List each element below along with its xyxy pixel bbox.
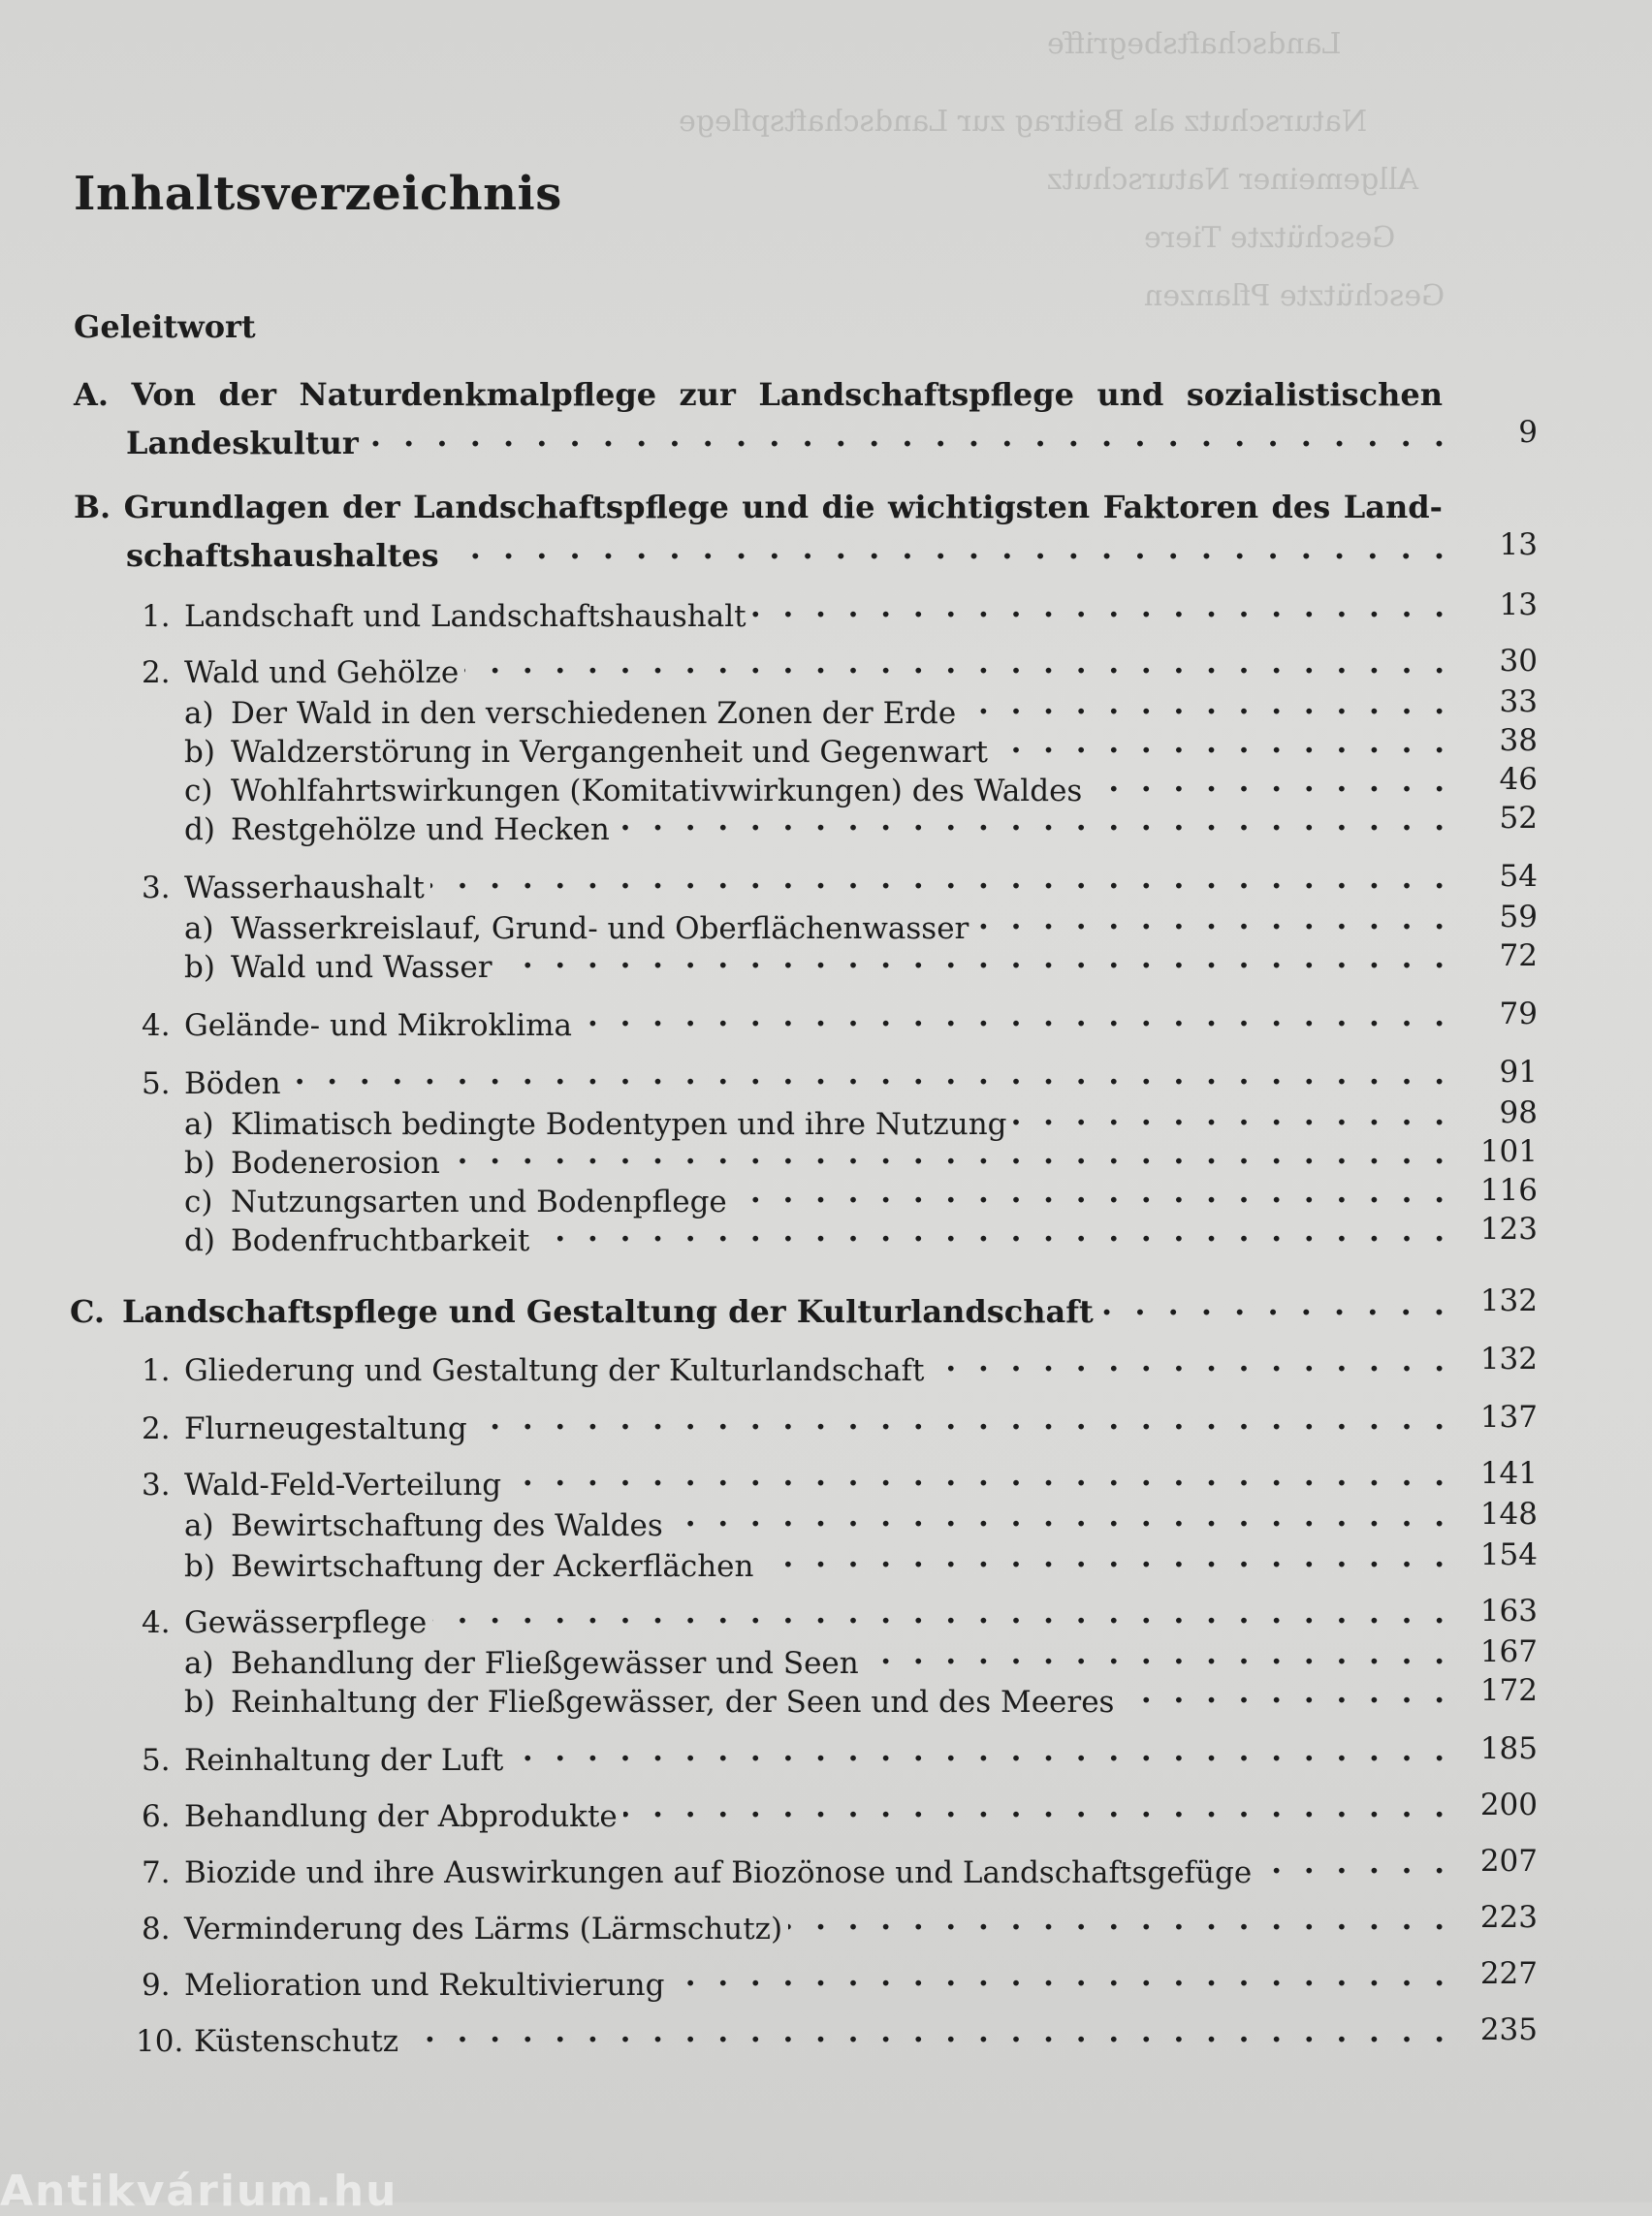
toc-entry xyxy=(142,998,1456,1043)
page-number: 185 xyxy=(1479,1731,1538,1766)
toc-entry xyxy=(142,1846,1456,1890)
page-number: 91 xyxy=(1499,1055,1538,1090)
entry-number: a) xyxy=(184,911,214,946)
entry-title: Wald und Gehölze xyxy=(184,655,460,690)
entry-number: 2. xyxy=(142,1411,171,1446)
dot-leader xyxy=(432,1596,1450,1632)
show-through-text: Naturschutz als Beitrag zur Landschaftspflege xyxy=(679,105,1368,139)
entry-number: 3. xyxy=(142,871,171,905)
page-number: 154 xyxy=(1479,1537,1538,1572)
entry-number: 2. xyxy=(142,655,171,690)
dot-leader xyxy=(1013,1097,1450,1134)
dot-leader xyxy=(1257,1846,1450,1883)
dot-leader xyxy=(473,1402,1450,1439)
dot-leader xyxy=(733,1175,1450,1212)
entry-number: 8. xyxy=(142,1912,171,1947)
entry-number: 5. xyxy=(142,1066,171,1101)
page-number: 72 xyxy=(1499,938,1538,973)
show-through-text: Allgemeiner Naturschutz xyxy=(1047,163,1419,197)
entry-title: Restgehölze und Hecken xyxy=(231,812,610,847)
toc-entry xyxy=(184,940,1456,985)
dot-leader xyxy=(994,725,1450,762)
entry-title: Wohlfahrtswirkungen (Komitativwirkungen) des Waldes xyxy=(231,774,1083,808)
section-a-heading-cont: Landeskultur . . . xyxy=(126,417,1456,461)
page-number: 54 xyxy=(1499,859,1538,894)
page-number: 207 xyxy=(1479,1844,1538,1879)
toc-entry xyxy=(184,1675,1456,1720)
dot-leader xyxy=(507,1458,1450,1495)
entry-number: 7. xyxy=(142,1855,171,1890)
page-number: 46 xyxy=(1499,762,1538,797)
section-c-heading: C. Landschaftspflege und Gestaltung der Kulturlandschaft . . . xyxy=(70,1285,1456,1330)
dot-leader xyxy=(616,803,1450,839)
toc-entry xyxy=(142,861,1456,905)
toc-entry xyxy=(142,1458,1456,1503)
page-number: 167 xyxy=(1479,1634,1538,1669)
toc-entry xyxy=(142,1902,1456,1947)
page-number: 132 xyxy=(1479,1283,1538,1318)
page-number: 13 xyxy=(1499,587,1538,622)
entry-title: Küstenschutz xyxy=(194,2024,399,2059)
entry-number: b) xyxy=(184,1685,215,1720)
page-number: 52 xyxy=(1499,801,1538,836)
geleitwort-heading: Geleitwort xyxy=(74,308,256,345)
entry-title: Bodenfruchtbarkeit xyxy=(231,1223,530,1258)
entry-number: c) xyxy=(184,1185,213,1219)
entry-number: a) xyxy=(184,1107,214,1142)
entry-number: a) xyxy=(184,1508,214,1543)
entry-title: Behandlung der Abprodukte xyxy=(184,1799,618,1834)
entry-title: Nutzungsarten und Bodenpflege xyxy=(231,1185,727,1219)
entry-number: d) xyxy=(184,812,215,847)
page-number: 172 xyxy=(1479,1673,1538,1708)
dot-leader xyxy=(974,902,1450,938)
entry-number: 3. xyxy=(142,1468,171,1503)
entry-number: 4. xyxy=(142,1008,171,1043)
entry-title: Waldzerstörung in Vergangenheit und Gegenwart xyxy=(231,735,988,770)
dot-leader xyxy=(962,686,1450,723)
entry-title: Wasserkreislauf, Grund- und Oberflächenwasser xyxy=(231,911,969,946)
entry-title: Landschaft und Landschaftshaushalt xyxy=(184,599,747,634)
page-number: 223 xyxy=(1479,1900,1538,1935)
show-through-text: Landschaftsbegriffe xyxy=(1047,27,1342,61)
page-number: 235 xyxy=(1479,2012,1538,2047)
page-number: 33 xyxy=(1499,684,1538,719)
entry-title: Flurneugestaltung xyxy=(184,1411,467,1446)
page-number: 123 xyxy=(1479,1212,1538,1247)
dot-leader xyxy=(760,1539,1451,1576)
dot-leader xyxy=(1088,764,1450,801)
page-number: 163 xyxy=(1479,1594,1538,1629)
entry-number: b) xyxy=(184,950,215,985)
entry-title: Böden xyxy=(184,1066,281,1101)
page-number: 98 xyxy=(1499,1095,1538,1130)
entry-number: b) xyxy=(184,1549,215,1584)
page-number: 148 xyxy=(1479,1497,1538,1532)
entry-number: d) xyxy=(184,1223,215,1258)
toc-entry xyxy=(142,1402,1456,1446)
page-number: 200 xyxy=(1479,1788,1538,1822)
entry-number: 9. xyxy=(142,1968,171,2003)
section-a-heading: A. Von der Naturdenkmalpflege zur Landschaftspflege und sozialistischen xyxy=(74,376,1443,413)
entry-number: b) xyxy=(184,1146,215,1181)
toc-entry xyxy=(142,1789,1456,1834)
page-number: 9 xyxy=(1518,415,1538,450)
dot-leader xyxy=(752,589,1450,626)
entry-title: Gewässerpflege xyxy=(184,1605,428,1640)
page-number: 116 xyxy=(1479,1173,1538,1208)
entry-title: Gelände- und Mikroklima xyxy=(184,1008,573,1043)
entry-title: Wasserhaushalt xyxy=(184,871,425,905)
entry-number: a) xyxy=(184,1646,214,1681)
dot-leader xyxy=(509,1733,1450,1770)
dot-leader xyxy=(446,1136,1450,1173)
dot-leader xyxy=(1120,1675,1450,1712)
page-number: 132 xyxy=(1479,1342,1538,1377)
toc-entry xyxy=(142,646,1456,690)
dot-leader xyxy=(578,998,1450,1035)
toc-entry xyxy=(142,589,1456,634)
entry-title: Biozide und ihre Auswirkungen auf Biozönose und Landschaftsgefüge xyxy=(184,1855,1253,1890)
dot-leader xyxy=(788,1902,1450,1939)
page-number: 79 xyxy=(1499,997,1538,1031)
dot-leader xyxy=(464,646,1450,682)
dot-leader xyxy=(430,861,1450,898)
entry-title: Melioration und Rekultivierung xyxy=(184,1968,665,2003)
entry-number: 1. xyxy=(142,1353,171,1388)
entry-title: Behandlung der Fließgewässer und Seen xyxy=(231,1646,859,1681)
toc-entry xyxy=(136,2014,1456,2059)
page-number: 101 xyxy=(1479,1134,1538,1169)
entry-title: Bodenerosion xyxy=(231,1146,440,1181)
entry-number: a) xyxy=(184,696,214,731)
page-number: 137 xyxy=(1479,1400,1538,1435)
page-number: 13 xyxy=(1499,527,1538,562)
toc-entry xyxy=(142,1344,1456,1388)
page-number: 141 xyxy=(1479,1456,1538,1491)
dot-leader xyxy=(404,2014,1450,2051)
watermark-text: Antikvárium.hu xyxy=(0,2167,398,2216)
show-through-text: Geschützte Pflanzen xyxy=(1144,279,1446,313)
dot-leader xyxy=(670,1958,1450,1995)
entry-title: Wald-Feld-Verteilung xyxy=(184,1468,502,1503)
entry-title: Bewirtschaftung der Ackerflächen xyxy=(231,1549,754,1584)
entry-title: Der Wald in den verschiedenen Zonen der Erde xyxy=(231,696,957,731)
entry-title: Verminderung des Lärms (Lärmschutz) xyxy=(184,1912,783,1947)
dot-leader xyxy=(865,1636,1450,1673)
section-b-heading: B. Grundlagen der Landschaftspflege und die wichtigsten Faktoren des Land- xyxy=(74,489,1443,525)
entry-number: b) xyxy=(184,735,215,770)
dot-leader xyxy=(623,1789,1450,1826)
entry-title: Reinhaltung der Luft xyxy=(184,1743,504,1778)
toc-entry xyxy=(142,1733,1456,1778)
toc-entry xyxy=(142,1596,1456,1640)
entry-number: c) xyxy=(184,774,213,808)
toc-entry xyxy=(184,1214,1456,1258)
dot-leader xyxy=(498,940,1450,977)
entry-title: Bewirtschaftung des Waldes xyxy=(231,1508,663,1543)
page-number: 227 xyxy=(1479,1956,1538,1991)
section-b-heading-cont: schaftshaushaltes . . . xyxy=(126,529,1456,574)
page-number: 38 xyxy=(1499,723,1538,758)
toc-entry xyxy=(184,1499,1456,1543)
toc-entry xyxy=(142,1057,1456,1101)
entry-number: 10. xyxy=(136,2024,184,2059)
page-title: Inhaltsverzeichnis xyxy=(74,167,562,221)
entry-number: 5. xyxy=(142,1743,171,1778)
entry-number: 6. xyxy=(142,1799,171,1834)
entry-title: Klimatisch bedingte Bodentypen und ihre Nutzung xyxy=(231,1107,1007,1142)
entry-title: Wald und Wasser xyxy=(231,950,492,985)
entry-title: Gliederung und Gestaltung der Kulturlandschaft xyxy=(184,1353,925,1388)
show-through-text: Geschützte Tiere xyxy=(1144,221,1396,255)
toc-entry xyxy=(184,803,1456,847)
dot-leader xyxy=(535,1214,1450,1250)
dot-leader xyxy=(930,1344,1450,1380)
entry-title: Reinhaltung der Fließgewässer, der Seen und des Meeres xyxy=(231,1685,1115,1720)
page-number: 59 xyxy=(1499,900,1538,934)
page-number: 30 xyxy=(1499,644,1538,679)
toc-entry xyxy=(142,1958,1456,2003)
dot-leader xyxy=(287,1057,1450,1093)
toc-entry xyxy=(184,1539,1456,1584)
dot-leader xyxy=(669,1499,1450,1535)
entry-number: 1. xyxy=(142,599,171,634)
entry-number: 4. xyxy=(142,1605,171,1640)
